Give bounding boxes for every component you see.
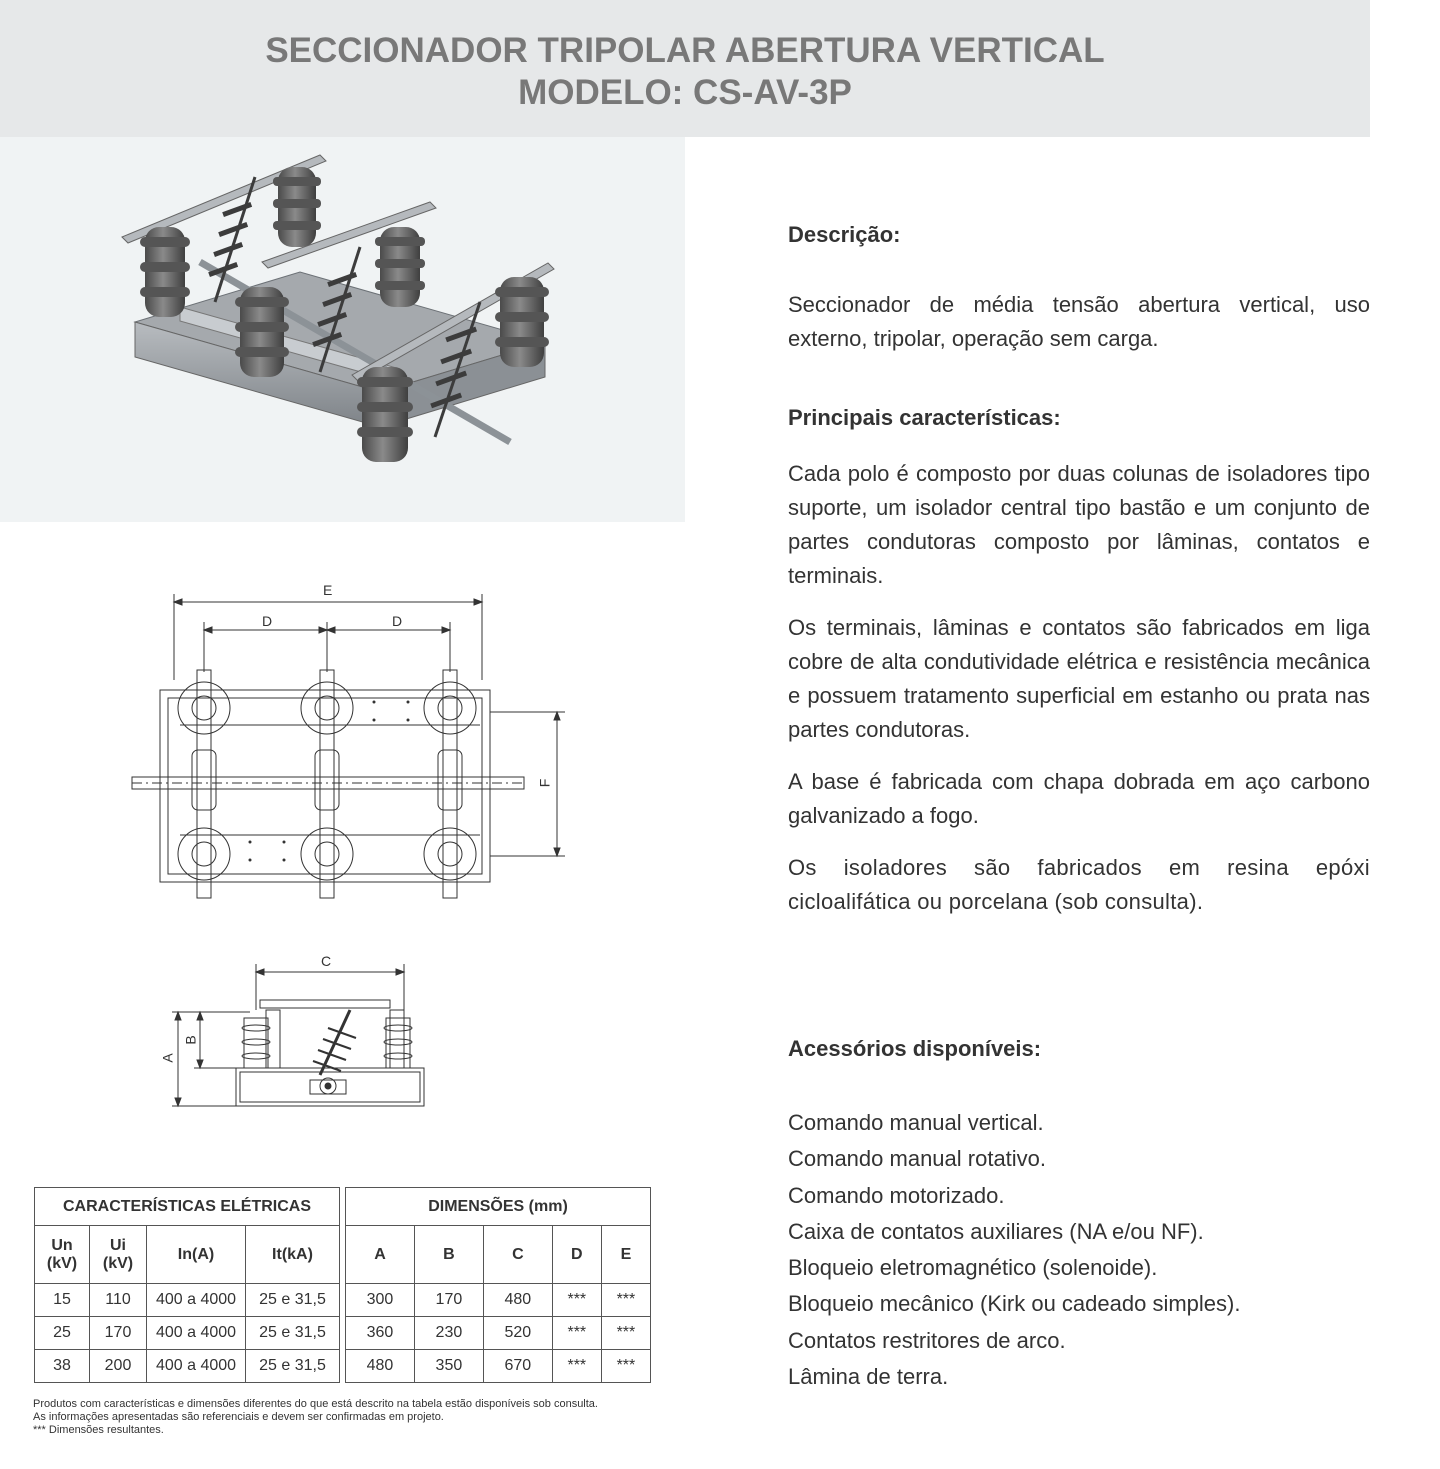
feature-paragraph-3: A base é fabricada com chapa dobrada em aço carbono galvanizado a fogo.: [788, 769, 1370, 828]
title-line-1: SECCIONADOR TRIPOLAR ABERTURA VERTICAL: [265, 31, 1105, 70]
dimensions-table-title: DIMENSÕES (mm): [346, 1188, 651, 1226]
table-row: [35, 1317, 340, 1350]
cell: 670: [483, 1350, 552, 1383]
cell: ***: [601, 1350, 650, 1383]
dim-label-d1: D: [262, 613, 273, 629]
cell: ***: [601, 1284, 650, 1317]
col-header-a: A: [346, 1226, 415, 1284]
cell: 25: [35, 1317, 90, 1350]
cell: 200: [90, 1350, 147, 1383]
cell: 360: [346, 1317, 415, 1350]
dim-label-f: F: [536, 778, 553, 788]
feature-paragraph-4: Os isoladores são fabricados em resina epóxi cicloalifática ou porcelana (sob consulta).: [788, 855, 1370, 914]
cell: ***: [552, 1317, 601, 1350]
col-header-un: Un (kV): [35, 1226, 90, 1284]
accessory-item: Comando motorizado.: [788, 1182, 1005, 1208]
footnote: Produtos com características e dimensões diferentes do que está descrito na tabela estão disponíveis sob consulta.: [33, 1398, 598, 1410]
dim-label-b: B: [182, 1035, 199, 1045]
features-heading: Principais características:: [788, 405, 1061, 430]
cell: 520: [483, 1317, 552, 1350]
cell: 400 a 4000: [147, 1317, 246, 1350]
title-line-2: MODELO: CS-AV-3P: [518, 73, 852, 112]
cell: 400 a 4000: [147, 1284, 246, 1317]
accessory-item: Caixa de contatos auxiliares (NA e/ou NF).: [788, 1218, 1204, 1244]
cell: 110: [90, 1284, 147, 1317]
accessory-item: Contatos restritores de arco.: [788, 1327, 1066, 1353]
feature-paragraph-1: Cada polo é composto por duas colunas de isoladores tipo suporte, um isolador central tipo bastão e um conjunto de partes condutoras composto por lâminas, contatos e terminais.: [788, 461, 1370, 588]
product-illustration: [0, 137, 685, 522]
accessory-item: Bloqueio mecânico (Kirk ou cadeado simples).: [788, 1291, 1241, 1317]
cell: 300: [346, 1284, 415, 1317]
description-heading: Descrição:: [788, 222, 901, 247]
description-text: Seccionador de média tensão abertura vertical, uso externo, tripolar, operação sem carga.: [788, 292, 1370, 351]
footnote: As informações apresentadas são referenciais e devem ser confirmadas em projeto.: [33, 1411, 444, 1423]
cell: ***: [601, 1317, 650, 1350]
cell: 25 e 31,5: [246, 1284, 340, 1317]
description-section: [788, 222, 1370, 919]
footnotes: [33, 1398, 598, 1437]
cell: 230: [414, 1317, 483, 1350]
cell: 25 e 31,5: [246, 1317, 340, 1350]
dim-label-a: A: [159, 1053, 176, 1063]
cell: ***: [552, 1284, 601, 1317]
col-header-ui: Ui (kV): [90, 1226, 147, 1284]
dimensions-table: [345, 1187, 651, 1383]
col-header-c: C: [483, 1226, 552, 1284]
table-row: [346, 1284, 651, 1317]
col-header-in: In(A): [147, 1226, 246, 1284]
col-header-b: B: [414, 1226, 483, 1284]
footnote: *** Dimensões resultantes.: [33, 1424, 164, 1436]
accessory-item: Lâmina de terra.: [788, 1364, 949, 1390]
cell: 38: [35, 1350, 90, 1383]
dim-label-d2: D: [392, 613, 403, 629]
col-header-it: It(kA): [246, 1226, 340, 1284]
accessory-item: Comando manual rotativo.: [788, 1146, 1047, 1172]
dim-label-c: C: [321, 953, 332, 969]
cell: 170: [414, 1284, 483, 1317]
top-view-drawing: [120, 580, 580, 900]
cell: 400 a 4000: [147, 1350, 246, 1383]
table-row: [346, 1317, 651, 1350]
page-header: [0, 0, 1370, 137]
product-photo: [0, 137, 685, 522]
cell: 15: [35, 1284, 90, 1317]
side-view-drawing: [160, 950, 440, 1110]
accessories-list: [788, 1105, 1388, 1395]
accessories-heading: Acessórios disponíveis:: [788, 1036, 1042, 1061]
accessory-item: Bloqueio eletromagnético (solenoide).: [788, 1255, 1158, 1281]
cell: 170: [90, 1317, 147, 1350]
electrical-table: [34, 1187, 340, 1383]
table-row: [35, 1350, 340, 1383]
cell: ***: [552, 1350, 601, 1383]
table-row: [346, 1350, 651, 1383]
table-row: [35, 1284, 340, 1317]
cell: 25 e 31,5: [246, 1350, 340, 1383]
feature-paragraph-2: Os terminais, lâminas e contatos são fabricados em liga cobre de alta condutividade elétrica e resistência mecânica e possuem tratamento superficial em estanho ou prata nas partes condutoras.: [788, 615, 1370, 742]
col-header-d: D: [552, 1226, 601, 1284]
cell: 350: [414, 1350, 483, 1383]
electrical-table-title: CARACTERÍSTICAS ELÉTRICAS: [35, 1188, 340, 1226]
cell: 480: [346, 1350, 415, 1383]
col-header-e: E: [601, 1226, 650, 1284]
accessory-item: Comando manual vertical.: [788, 1110, 1044, 1135]
dim-label-e: E: [323, 582, 333, 598]
cell: 480: [483, 1284, 552, 1317]
